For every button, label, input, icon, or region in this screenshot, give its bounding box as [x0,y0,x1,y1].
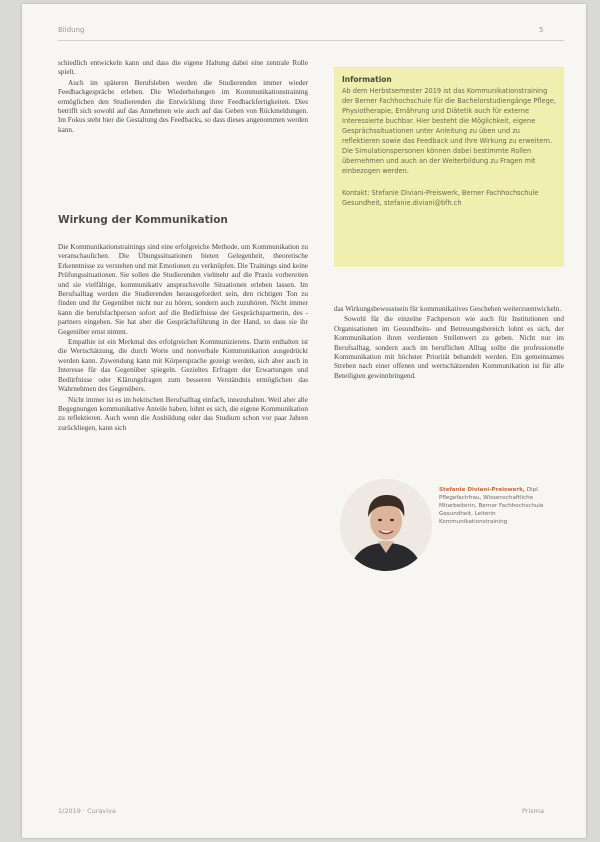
info-box-body: Ab dem Herbstsemester 2019 ist das Kommunikationstraining der Berner Fachhochschule für die Bachelorstudiengänge Pflege, Physiotherapie, Ernährung und Diätetik auch für externe Interessierte buchbar. Hier besteht die Möglichkeit, eigene Gesprächssituationen unter Anleitung zu üben und zu reflektieren sowie das Feedback und Ihre Wirkung zu erweitern. Die Simulationspersonen können dabei bestimmte Rollen übernehmen und auch an der Weiterbildung zu Fragen mit einbezogen werden. [342,87,556,175]
page-number: 5 [539,26,544,34]
info-box-contact: Kontakt: Stefanie Diviani-Preiswerk, Berner Fachhochschule Gesundheit, stefanie.diviani@bfh.ch [342,189,539,207]
portrait-image [340,479,432,571]
paragraph: das Wirkungsbewusstsein für kommunikatives Geschehen weiterzuentwickeln. [334,305,562,313]
author-bio [439,486,563,526]
running-header: Bildung [58,26,85,34]
author-description: Dipl. Pflegefachfrau, Wissenschaftliche Mitarbeiterin, Berner Fachhochschule Gesundheit, Leiterin Kommunikationstraining [439,487,544,525]
paragraph: Nicht immer ist es im hektischen Berufsalltag einfach, innezuhalten. Weil aber alle Begegnungen kommunikative Anteile haben, lohnt es sich, die eigene Kommunikation zu reflektieren. Auch wenn die Ausbildung oder das Studium schon vor paar Jahren zurückliegen, kann sich [58,395,308,432]
author-name: Stefanie Diviani-Preiswerk, [439,487,525,493]
paragraph: schiedlich entwickeln kann und dass die eigene Haltung dabei eine zentrale Rolle spielt. [58,59,308,77]
document-page [22,4,586,838]
paragraph: Auch im späteren Berufsleben werden die Studierenden immer wieder Feedbackgespräche erleben. Die Wiederholungen im Kommunikationstraining ermöglichen den Studierenden die Entwicklung ihrer Feedbackfertigkeiten. Dies betrifft sich sowohl auf das Annehmen wie auch auf das Geben von Rückmeldungen. Im Fokus steht hier die Gestaltung des Feedbacks, so dass dieses angenommen werden kann. [58,78,308,134]
paragraph: Empathie ist ein Merkmal des erfolgreichen Kommunizierens. Darin enthalten ist die Wertschätzung, die durch Worte und nonverbale Kommunikation ausgedrückt werden kann. Zuwendung kann mit Körpersprache gezeigt werden, sich aber auch in Interesse für das Gegenüber spiegeln. Gezieltes Erfragen der Erwartungen und Bedürfnisse oder Klärungsfragen zum besseren Verständnis ermöglichen das Wahrnehmen des Gegenübers. [58,338,308,394]
right-column [334,305,564,382]
header-rule [58,40,564,41]
author-portrait [340,479,432,571]
footer-publication: Prisma [522,807,544,815]
info-box [334,67,564,267]
section-heading: Wirkung der Kommunikation [58,214,228,226]
paragraph: Sowohl für die einzelne Fachperson wie auch für Institutionen und Organisationen im Gesundheits- und Betreuungsbereich lohnt es sich, der Kommunikation ihren verdienten Stellenwert zu geben. Nicht nur im Berufsalltag, sondern auch im beruflichen Alltag sollte die professionelle Kommunikation mit höchster Priorität behandelt werden. Ein gemeinsames Streben nach einer offenen und wertschätzenden Kommunikation ist für alle Beteiligten gewinnbringend. [334,315,564,380]
footer-issue: 1/2019 · Curaviva [58,807,116,815]
info-box-title: Information [342,75,392,84]
paragraph: Die Kommunikationstrainings sind eine erfolgreiche Methode, um Kommunikation zu veranschaulichen. Die Übungssituationen bieten Gelegenheit, theoretische Erkenntnisse zu verstehen und mit Emotionen zu verknüpfen. Die Trainings sind keine Prüfungssituationen. Sie sollen die Studierenden vielmehr auf die Praxis vorbereiten und sie vielfältige, kommunikativ anspruchsvolle Situationen erleben lassen. Im Berufsalltag werden die Studierenden herausgefordert sein, den richtigen Ton zu finden und ihr Gegenüber nicht nur zu hören, sondern auch zuzuhören. Nicht immer kann die berufsfachperson sofort auf die Bedürfnisse der Gesprächspartnerin, des -partners eingehen. Sie hat aber die Gesprächsführung in der Hand, so dass sie ihr Gegenüber ernst nimmt. [58,243,308,336]
left-column-main [58,243,308,434]
left-column-top [58,59,308,136]
